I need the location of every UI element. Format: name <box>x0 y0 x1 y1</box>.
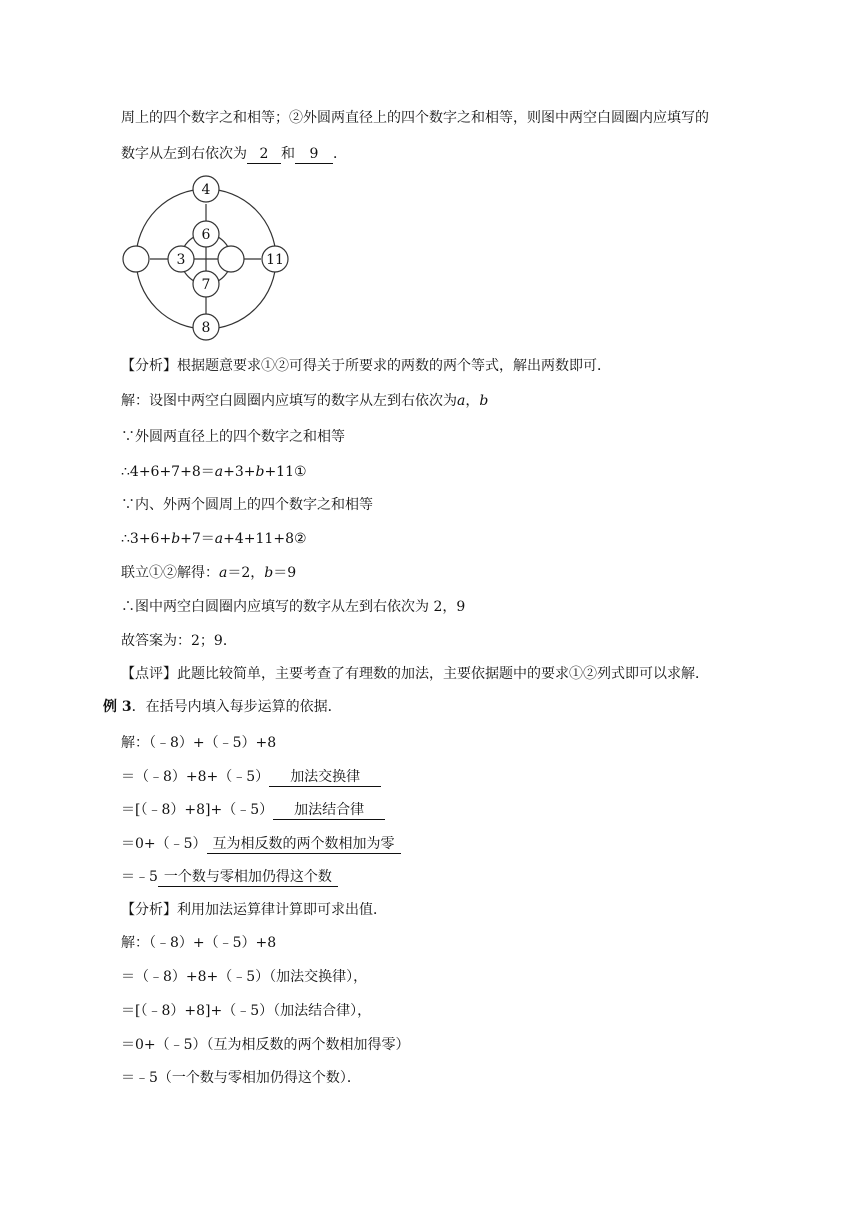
intro-text: 数字从左到右依次为 <box>121 146 247 162</box>
node-right-label: 11 <box>266 252 284 268</box>
ex3-q-1 <box>121 767 381 787</box>
text: ＝2， <box>227 565 265 581</box>
var-a: a <box>214 531 224 547</box>
ex2-step-5 <box>121 529 307 549</box>
ex3-a-3: ＝0+（﹣5）（互为相反数的两个数相加得零） <box>121 1037 410 1053</box>
ex3-q-2 <box>121 800 385 820</box>
node-bottom-label: 8 <box>201 320 211 336</box>
node-inner-left-label: 3 <box>176 252 186 268</box>
node-inner-bottom-label: 7 <box>201 277 211 293</box>
var-b: b <box>171 531 181 547</box>
var-b: b <box>264 565 274 581</box>
var-a: a <box>219 565 228 581</box>
intro-line-1: 周上的四个数字之和相等；②外圆两直径上的四个数字之和相等，则图中两空白圆圈内应填写的 <box>121 110 709 126</box>
ex3-heading <box>103 697 342 717</box>
ex3-a-4: ＝﹣5（一个数与零相加仍得这个数）． <box>121 1070 361 1086</box>
ex2-step-8: 故答案为：2；9． <box>121 633 237 649</box>
text: +3+ <box>223 464 256 480</box>
ex3-a-0: 解：（﹣8）+（﹣5）+8 <box>121 935 277 951</box>
text: +4+11+8② <box>223 531 307 547</box>
fill-blank: 一个数与零相加仍得这个数 <box>158 869 338 887</box>
ex3-a-1: ＝（﹣8）+8+（﹣5）（加法交换律）， <box>121 969 368 985</box>
text: ＝0+（﹣5） <box>121 836 207 852</box>
text: ∴4+6+7+8＝ <box>121 464 215 480</box>
text: ＝﹣5 <box>121 869 158 885</box>
text: +11① <box>264 464 307 480</box>
node-inner-top-label: 6 <box>201 227 211 243</box>
text: 解：设图中两空白圆圈内应填写的数字从左到右依次为 <box>121 393 457 409</box>
answer-blank-2: 9 <box>295 146 333 164</box>
ex3-q-4 <box>121 867 338 887</box>
text: +7＝ <box>180 531 215 547</box>
var-b: b <box>255 464 265 480</box>
ex2-step-3 <box>121 462 307 482</box>
intro-line-2 <box>121 144 347 164</box>
circle-diagram <box>120 174 294 344</box>
text: 联立①②解得： <box>121 565 219 581</box>
ex3-q-3 <box>121 834 401 854</box>
ex3-a-2: ＝[（﹣8）+8]+（﹣5）（加法结合律）， <box>121 1003 372 1019</box>
ex2-analysis: 【分析】根据题意要求①②可得关于所要求的两数的两个等式，解出两数即可． <box>121 358 611 374</box>
node-left <box>123 246 149 272</box>
ex2-solution-intro <box>121 391 488 411</box>
var-b: b <box>479 393 489 409</box>
fill-blank: 互为相反数的两个数相加为零 <box>207 836 401 854</box>
ex3-q-0: 解：（﹣8）+（﹣5）+8 <box>121 735 277 751</box>
ex2-step-2: ∵外圆两直径上的四个数字之和相等 <box>121 429 345 445</box>
ex2-step-7: ∴图中两空白圆圈内应填写的数字从左到右依次为 2，9 <box>121 599 466 615</box>
ex2-review: 【点评】此题比较简单，主要考查了有理数的加法，主要依据题中的要求①②列式即可以求解． <box>121 666 709 682</box>
intro-and: 和 <box>281 146 295 162</box>
intro-period: ． <box>333 146 347 162</box>
var-a: a <box>457 393 466 409</box>
ex3-analysis: 【分析】利用加法运算律计算即可求出值． <box>121 902 387 918</box>
text: ， <box>465 393 480 409</box>
text: ＝9 <box>273 565 297 581</box>
ex3-label: 例 3 <box>103 699 132 715</box>
text: ＝[（﹣8）+8]+（﹣5） <box>121 802 274 818</box>
ex2-step-4: ∵内、外两个圆周上的四个数字之和相等 <box>121 497 373 513</box>
node-top-label: 4 <box>201 182 211 198</box>
text: ∴3+6+ <box>121 531 172 547</box>
fill-blank: 加法交换律 <box>269 769 381 787</box>
var-a: a <box>214 464 224 480</box>
ex2-step-6 <box>121 563 296 583</box>
ex3-title: ．在括号内填入每步运算的依据． <box>131 699 342 715</box>
text: ＝（﹣8）+8+（﹣5） <box>121 769 270 785</box>
node-inner-right <box>218 246 244 272</box>
answer-blank-1: 2 <box>247 146 281 164</box>
fill-blank: 加法结合律 <box>273 802 385 820</box>
